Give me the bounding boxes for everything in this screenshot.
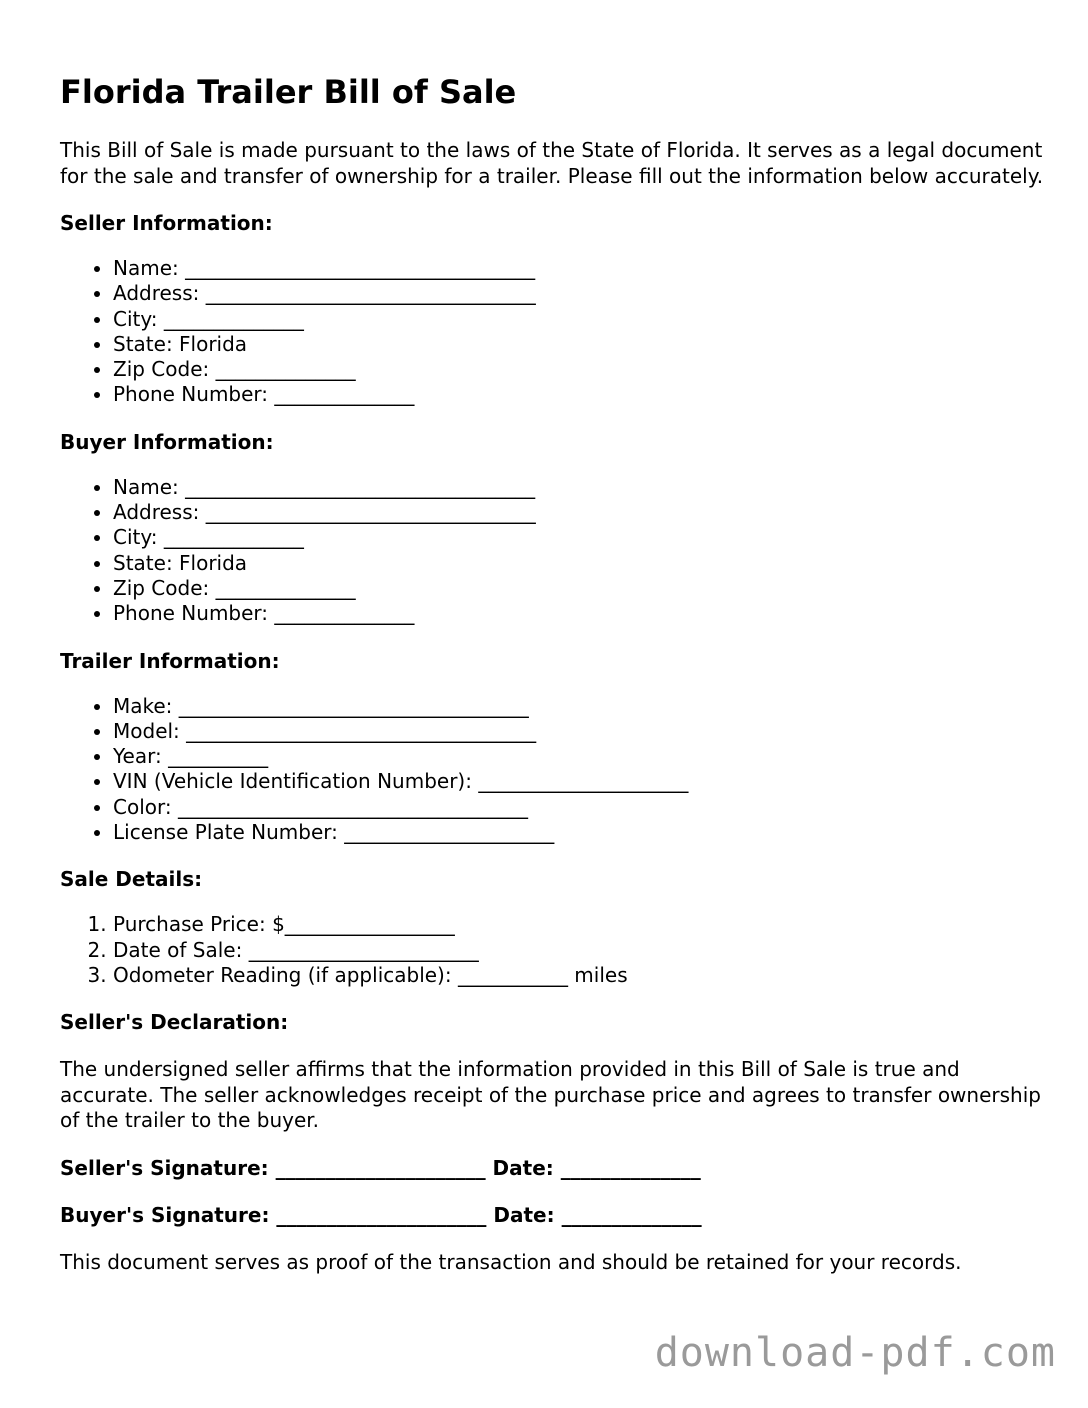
seller-information-list xyxy=(60,256,1050,408)
closing-statement: This document serves as proof of the transaction and should be retained for your records. xyxy=(60,1249,962,1274)
trailer-model-field: • Model: ___________________________________ xyxy=(113,719,1050,744)
sale-details-heading: Sale Details: xyxy=(60,867,203,892)
buyer-information-list xyxy=(60,475,1050,627)
trailer-year-field: • Year: __________ xyxy=(113,744,1050,769)
buyer-phone-field: • Phone Number: ______________ xyxy=(113,601,1050,626)
seller-address-field: • Address: _________________________________ xyxy=(113,281,1050,306)
trailer-information-list xyxy=(60,694,1050,846)
buyer-state-field: • State: Florida xyxy=(113,551,1050,576)
trailer-plate-field: • License Plate Number: _____________________ xyxy=(113,820,1050,845)
seller-declaration-text: The undersigned seller affirms that the information provided in this Bill of Sale is true and accurate. The seller acknowledges receipt of the purchase price and agrees to transfer ownership of the trailer to the buyer. xyxy=(60,1057,1041,1133)
date-of-sale-field: 2. Date of Sale: _______________________ xyxy=(113,938,1050,963)
trailer-vin-field: • VIN (Vehicle Identification Number): _____________________ xyxy=(113,769,1050,794)
seller-signature-line: Seller's Signature: _____________________ Date: ______________ xyxy=(60,1155,701,1180)
buyer-name-field: • Name: ___________________________________ xyxy=(113,475,1050,500)
seller-zip-field: • Zip Code: ______________ xyxy=(113,357,1050,382)
buyer-city-field: • City: ______________ xyxy=(113,525,1050,550)
buyer-signature-line: Buyer's Signature: _____________________ Date: ______________ xyxy=(60,1202,702,1227)
buyer-address-field: • Address: _________________________________ xyxy=(113,500,1050,525)
document-title: Florida Trailer Bill of Sale xyxy=(60,73,517,111)
seller-phone-field: • Phone Number: ______________ xyxy=(113,382,1050,407)
buyer-information-heading: Buyer Information: xyxy=(60,429,274,454)
odometer-reading-field: 3. Odometer Reading (if applicable): ___________ miles xyxy=(113,963,1050,988)
seller-declaration-heading: Seller's Declaration: xyxy=(60,1010,289,1035)
sale-details-list xyxy=(60,912,1050,988)
intro-paragraph: This Bill of Sale is made pursuant to the laws of the State of Florida. It serves as a legal document for the sale and transfer of ownership for a trailer. Please fill out the information below accurately. xyxy=(60,138,1044,188)
trailer-make-field: • Make: ___________________________________ xyxy=(113,694,1050,719)
buyer-zip-field: • Zip Code: ______________ xyxy=(113,576,1050,601)
trailer-color-field: • Color: ___________________________________ xyxy=(113,795,1050,820)
seller-city-field: • City: ______________ xyxy=(113,307,1050,332)
purchase-price-field: 1. Purchase Price: $_________________ xyxy=(113,912,1050,937)
document-page xyxy=(60,72,1050,1275)
seller-state-field: • State: Florida xyxy=(113,332,1050,357)
seller-name-field: • Name: ___________________________________ xyxy=(113,256,1050,281)
watermark: download-pdf.com xyxy=(654,1330,1056,1376)
seller-information-heading: Seller Information: xyxy=(60,211,273,235)
trailer-information-heading: Trailer Information: xyxy=(60,648,280,673)
